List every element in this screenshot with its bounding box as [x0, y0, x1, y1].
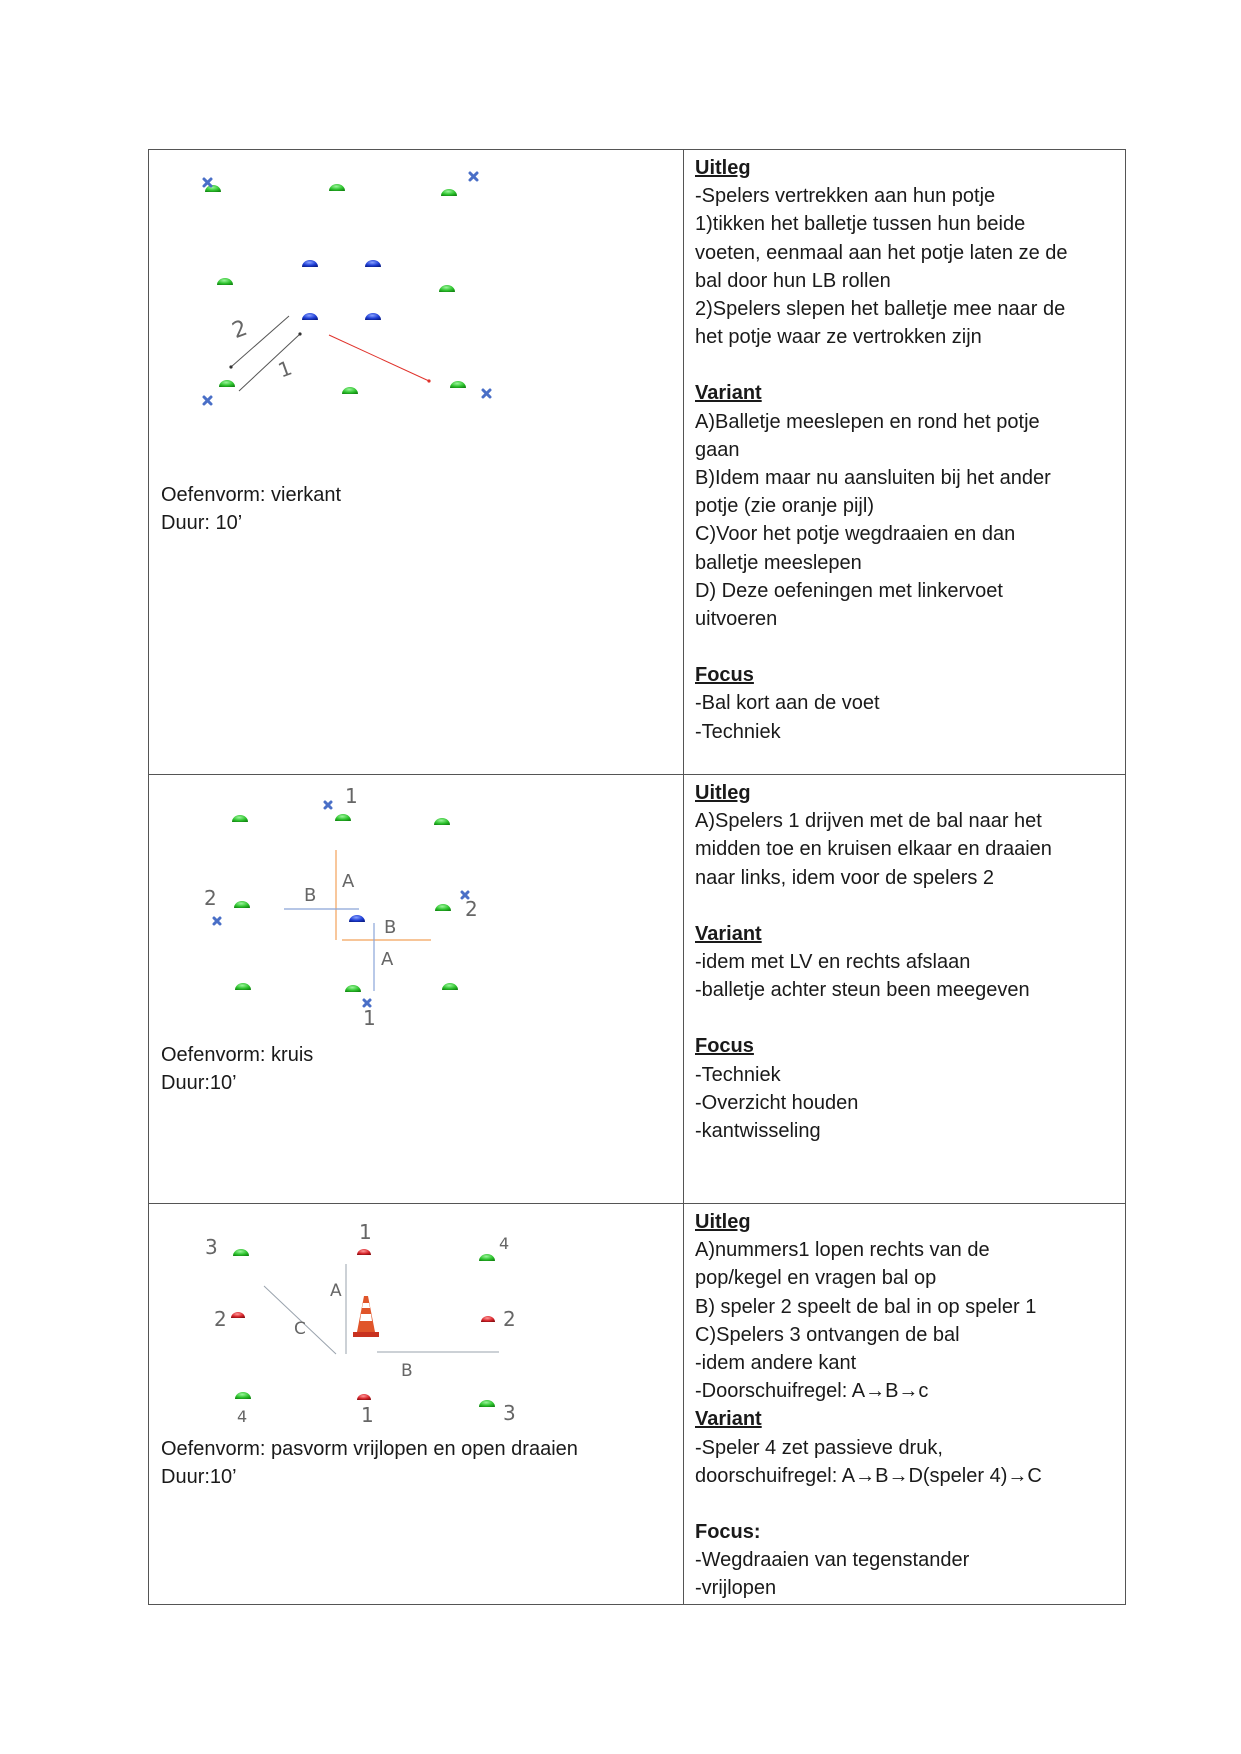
blue-cone [302, 313, 318, 320]
diagram-label: A [342, 871, 355, 892]
uitleg-line: het potje waar ze vertrokken zijn [695, 326, 982, 349]
variant-line: balletje meeslepen [695, 551, 862, 574]
uitleg-line: voeten, eenmaal aan het potje laten ze de [695, 241, 1068, 264]
uitleg-line: -Spelers vertrekken aan hun potje [695, 185, 996, 208]
green-cone [434, 818, 450, 825]
diagram-label: A [330, 1281, 342, 1301]
variant-line: C)Voor het potje wegdraaien en dan [695, 523, 1016, 546]
diagram-label: B [401, 1361, 413, 1381]
variant-line: -balletje achter steun been meegeven [695, 979, 1030, 1002]
drill-1-text-cell [684, 150, 1126, 775]
green-cone [235, 983, 251, 990]
uitleg-line: 1)tikken het balletje tussen hun beide [695, 213, 1026, 236]
diagram-label: 2 [465, 897, 478, 921]
drill-type: Oefenvorm: pasvorm vrijlopen en open draaien [161, 1438, 578, 1460]
variant-line: uitvoeren [695, 608, 778, 631]
diagram-label: 3 [205, 1235, 218, 1259]
uitleg-line: naar links, idem voor de spelers 2 [695, 866, 995, 889]
diagram-label: 1 [363, 1006, 376, 1030]
drill-type: Oefenvorm: vierkant [161, 484, 342, 506]
green-cone [435, 904, 451, 911]
blue-cone [365, 313, 381, 320]
variant-line: potje (zie oranje pijl) [695, 495, 874, 518]
drill-2-diagram [149, 775, 683, 1035]
drill-2-caption [161, 1041, 313, 1097]
red-cone [481, 1316, 495, 1322]
green-cone [234, 901, 250, 908]
focus-line: -kantwisseling [695, 1120, 821, 1143]
diagram-label: 2 [503, 1307, 516, 1331]
run-arrow-1 [239, 334, 300, 391]
diagram-label: 2 [214, 1307, 227, 1331]
drill-duration: Duur:10’ [161, 1466, 237, 1488]
variant-line: A)Balletje meeslepen en rond het potje [695, 410, 1040, 433]
drill-table [148, 149, 1126, 1605]
uitleg-line: C)Spelers 3 ontvangen de bal [695, 1323, 960, 1346]
drill-3-diagram-cell [149, 1204, 684, 1605]
green-cone [479, 1400, 495, 1407]
green-cone [232, 815, 248, 822]
green-cone [335, 814, 351, 821]
uitleg-line: pop/kegel en vragen bal op [695, 1267, 937, 1290]
green-cone [439, 285, 455, 292]
drill-2-text-cell [684, 775, 1126, 1204]
diagram-label: 1 [359, 1220, 372, 1244]
focus-line: -Techniek [695, 720, 781, 743]
red-cone [357, 1394, 371, 1400]
focus-line: -Wegdraaien van tegenstander [695, 1549, 970, 1572]
uitleg-heading: Uitleg [695, 1211, 751, 1233]
uitleg-line: -idem andere kant [695, 1352, 857, 1375]
focus-heading: Focus [695, 1035, 754, 1058]
drill-3-caption [161, 1435, 578, 1491]
drill-1-diagram [149, 150, 683, 510]
uitleg-heading: Uitleg [695, 782, 751, 804]
drill-2-diagram-cell [149, 775, 684, 1204]
green-cone [217, 278, 233, 285]
diagram-label: 4 [237, 1407, 248, 1426]
diagram-label: 1 [274, 355, 296, 383]
green-cone [442, 983, 458, 990]
diagram-label: 2 [204, 886, 217, 910]
diagram-label: 3 [503, 1401, 516, 1425]
uitleg-line: -Doorschuifregel: A→B→c [695, 1380, 929, 1403]
player-marker [470, 173, 477, 180]
focus-line: -Techniek [695, 1063, 781, 1086]
blue-cone [365, 260, 381, 267]
player-marker [483, 390, 490, 397]
player-marker [204, 397, 211, 404]
drill-1-diagram-cell [149, 150, 684, 775]
player-marker [325, 802, 331, 808]
drill-type: Oefenvorm: kruis [161, 1044, 314, 1066]
green-cone [235, 1392, 251, 1399]
variant-line: -idem met LV en rechts afslaan [695, 951, 971, 974]
drill-row-2 [149, 775, 1126, 1204]
focus-line: -Bal kort aan de voet [695, 692, 880, 715]
drill-row-1 [149, 150, 1126, 775]
focus-heading: Focus: [695, 1521, 761, 1544]
drill-3-text-cell [684, 1204, 1126, 1605]
variant-line: doorschuifregel: A→B→D(speler 4)→C [695, 1464, 1042, 1487]
variant-line: D) Deze oefeningen met linkervoet [695, 579, 1003, 602]
uitleg-line: B) speler 2 speelt de bal in op speler 1 [695, 1295, 1037, 1318]
drill-3-diagram [149, 1204, 683, 1434]
green-cone [479, 1254, 495, 1261]
focus-heading: Focus [695, 664, 754, 687]
green-cone [450, 381, 466, 388]
green-cone [441, 189, 457, 196]
focus-line: -Overzicht houden [695, 1091, 859, 1114]
green-cone [233, 1249, 249, 1256]
variant-heading: Variant [695, 382, 762, 405]
red-cone [231, 1312, 245, 1318]
green-cone [342, 387, 358, 394]
diagram-label: C [294, 1319, 306, 1339]
blue-cone [349, 915, 365, 922]
green-cone [219, 380, 235, 387]
blue-cone [302, 260, 318, 267]
green-cone [345, 985, 361, 992]
diagram-label: 2 [229, 315, 251, 345]
diagram-label: 1 [361, 1403, 374, 1427]
variant-heading: Variant [695, 922, 762, 945]
player-marker [214, 918, 220, 924]
diagram-label: B [304, 885, 317, 906]
green-cone [329, 184, 345, 191]
variant-heading: Variant [695, 1408, 762, 1431]
variant-line: gaan [695, 438, 740, 461]
traffic-cone-icon [353, 1296, 379, 1337]
focus-line: -vrijlopen [695, 1577, 777, 1600]
diagram-label: 1 [345, 784, 358, 808]
drill-duration: Duur:10’ [161, 1072, 237, 1094]
diagram-label: 4 [499, 1234, 510, 1253]
player-marker [204, 179, 211, 186]
drill-sheet [148, 149, 1104, 1605]
uitleg-line: A)Spelers 1 drijven met de bal naar het [695, 810, 1042, 833]
red-cone [357, 1249, 371, 1255]
green-cone [205, 185, 221, 192]
uitleg-line: midden toe en kruisen elkaar en draaien [695, 838, 1052, 861]
drill-1-caption [161, 481, 341, 537]
diagram-label: B [384, 917, 397, 938]
variant-line: -Speler 4 zet passieve druk, [695, 1436, 943, 1459]
variant-line: B)Idem maar nu aansluiten bij het ander [695, 467, 1051, 490]
uitleg-line: bal door hun LB rollen [695, 269, 891, 292]
drill-duration: Duur: 10’ [161, 512, 243, 534]
drill-row-3 [149, 1204, 1126, 1605]
red-arrow [329, 335, 429, 381]
diagram-label: A [381, 949, 394, 970]
uitleg-line: 2)Spelers slepen het balletje mee naar de [695, 298, 1066, 321]
uitleg-line: A)nummers1 lopen rechts van de [695, 1239, 990, 1262]
uitleg-heading: Uitleg [695, 157, 751, 179]
